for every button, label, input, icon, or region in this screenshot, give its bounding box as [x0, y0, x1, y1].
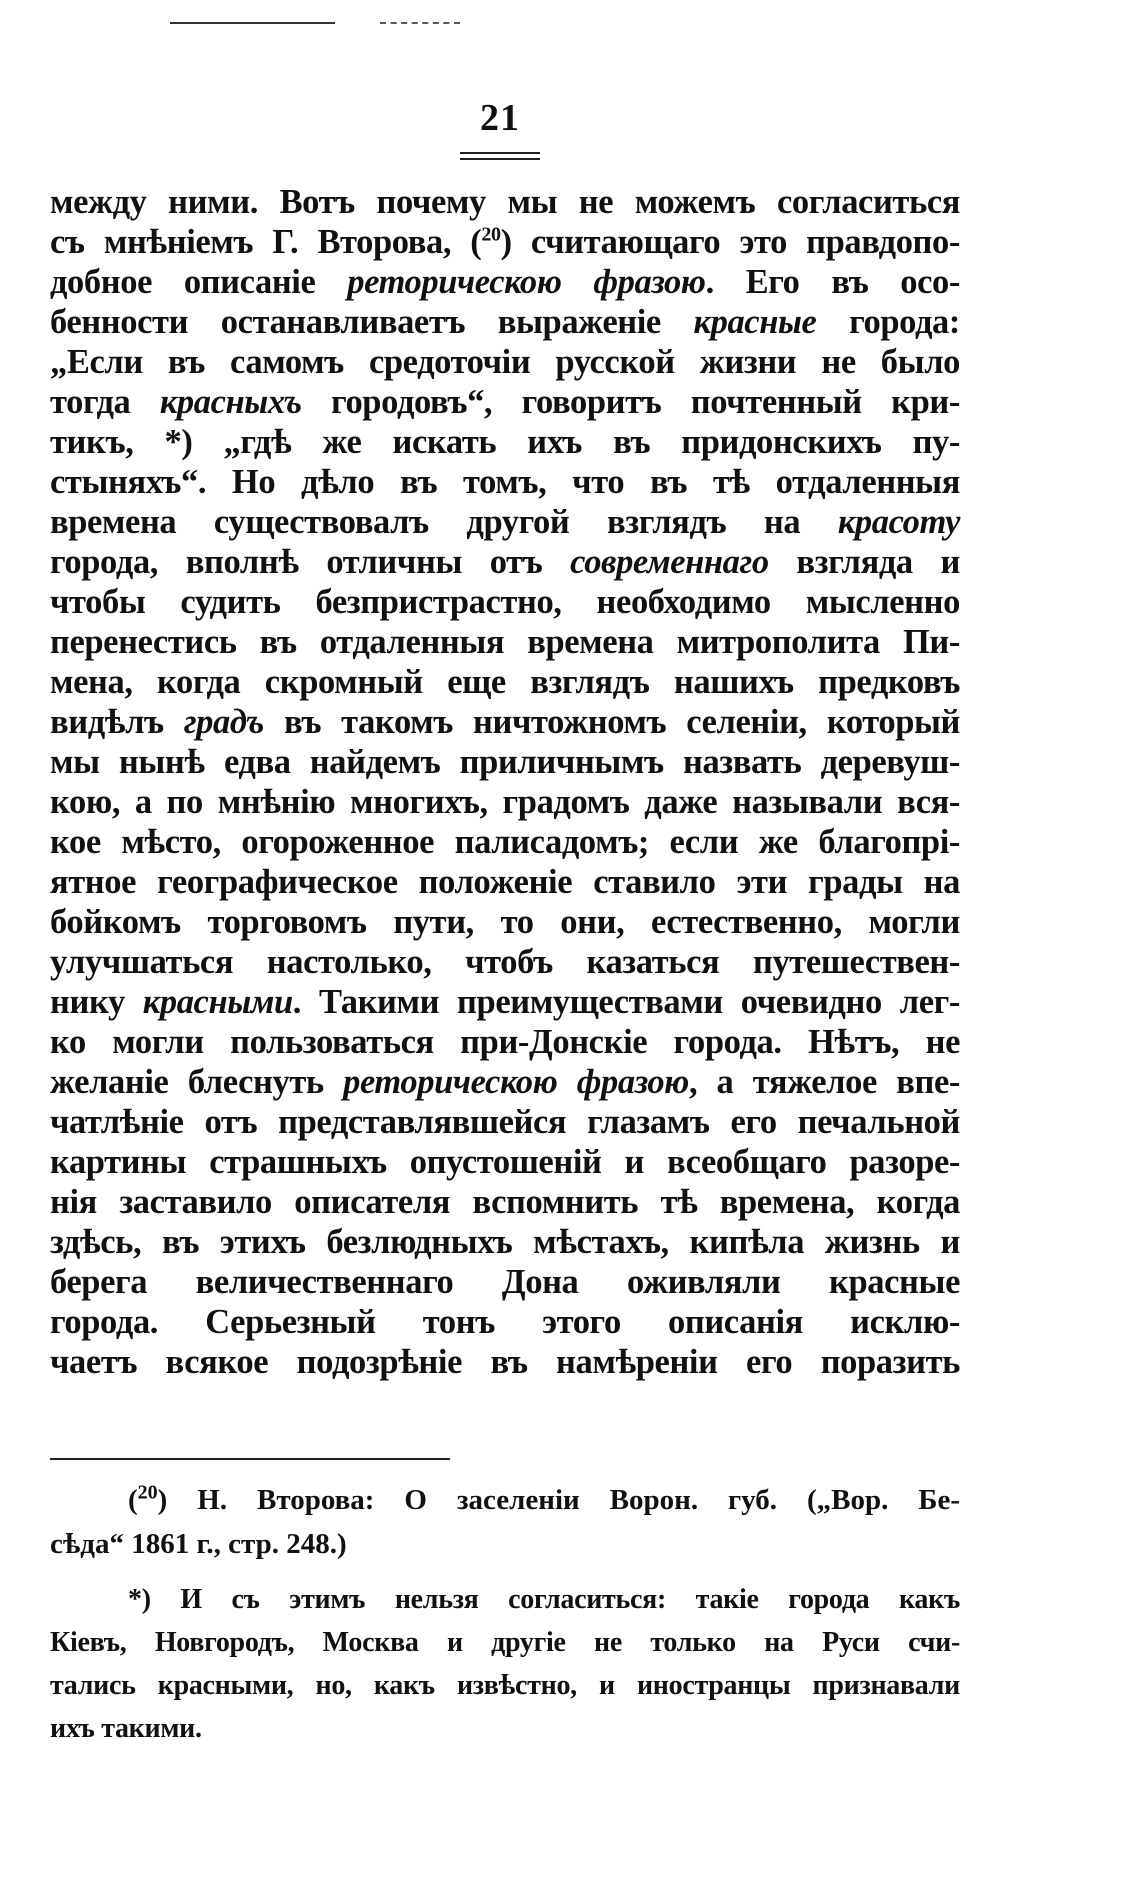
- text-line: [50, 422, 960, 462]
- text-line: [50, 1142, 960, 1182]
- text-run: (: [128, 1484, 138, 1516]
- text-run: ) считающаго это правдопо-: [500, 223, 960, 261]
- text-run: кое мѣсто, огороженное палисадомъ; если же благопрі-: [50, 823, 960, 861]
- text-run: взгляда и: [768, 543, 961, 581]
- text-line: [50, 302, 960, 342]
- text-line: [50, 702, 960, 742]
- text-run: чатлѣніе отъ представлявшейся глазамъ его печальной: [50, 1103, 960, 1141]
- text-run: . Такими преимуществами очевидно лег-: [292, 983, 960, 1021]
- text-line: [50, 462, 960, 502]
- text-line: [50, 582, 960, 622]
- emphasized-phrase: реторическою фразою: [347, 263, 706, 301]
- emphasized-phrase: градъ: [183, 703, 264, 741]
- text-run: въ такомъ ничтожномъ селеніи, который: [263, 703, 960, 741]
- text-line: [50, 1262, 960, 1302]
- page-number-underline: [460, 152, 540, 160]
- header-rule: [170, 22, 335, 24]
- text-run: ) Н. Второва: О заселеніи Ворон. губ. („Вор. Бе-: [157, 1484, 960, 1516]
- text-run: желаніе блеснуть: [50, 1063, 344, 1101]
- text-run: Кіевъ, Новгородъ, Москва и другіе не только на Руси счи-: [50, 1627, 960, 1658]
- text-line: [50, 502, 960, 542]
- text-line: [50, 982, 960, 1022]
- text-line: [50, 382, 960, 422]
- emphasized-phrase: реторическою фразою: [343, 1063, 689, 1101]
- text-run: ко могли пользоваться при-Донскіе города. Нѣтъ, не: [50, 1023, 960, 1061]
- text-run: тогда: [50, 383, 160, 421]
- text-run: стыняхъ“. Но дѣло въ томъ, что въ тѣ отдаленныя: [50, 463, 960, 501]
- text-line: [50, 1022, 960, 1062]
- text-line: [50, 1222, 960, 1262]
- text-run: между ними. Вотъ почему мы не можемъ согласиться: [50, 183, 960, 221]
- text-line: [50, 1478, 960, 1522]
- text-run: городовъ“, говоритъ почтенный кри-: [301, 383, 960, 421]
- text-run: улучшаться настолько, чтобъ казаться путешествен-: [50, 943, 960, 981]
- text-run: города, вполнѣ отличны отъ: [50, 543, 571, 581]
- text-line: [50, 1578, 960, 1621]
- text-line: [50, 1522, 960, 1566]
- footnote-asterisk: [50, 1578, 960, 1750]
- text-line: [50, 1062, 960, 1102]
- text-run: видѣлъ: [50, 703, 184, 741]
- text-line: [50, 1342, 960, 1382]
- text-run: ятное географическое положеніе ставило эти грады на: [50, 863, 960, 901]
- text-line: [50, 1302, 960, 1342]
- text-run: , а тяжелое впе-: [688, 1063, 960, 1101]
- text-run: . Его въ осо-: [705, 263, 960, 301]
- text-run: картины страшныхъ опустошеній и всеобщаго разоре-: [50, 1143, 960, 1181]
- text-run: съ мнѣніемъ Г. Второва, (: [50, 223, 482, 261]
- text-run: чтобы судить безпристрастно, необходимо мысленно: [50, 583, 960, 621]
- footnotes: [50, 1478, 960, 1750]
- text-run: времена существовалъ другой взглядъ на: [50, 503, 838, 541]
- text-run: кою, а по мнѣнію многихъ, градомъ даже называли вся-: [50, 783, 960, 821]
- text-line: [50, 782, 960, 822]
- footnote-20: [50, 1478, 960, 1566]
- text-run: перенестись въ отдаленныя времена митрополита Пи-: [50, 623, 960, 661]
- text-run: сѣда“ 1861 г., стр. 248.): [50, 1528, 347, 1560]
- text-line: [50, 1182, 960, 1222]
- text-run: бойкомъ торговомъ пути, то они, естественно, могли: [50, 903, 960, 941]
- text-line: [50, 622, 960, 662]
- text-line: [50, 182, 960, 222]
- text-line: [50, 822, 960, 862]
- text-run: добное описаніе: [50, 263, 348, 301]
- text-line: [50, 1664, 960, 1707]
- text-run: *) И съ этимъ нельзя согласиться: такіе города какъ: [128, 1584, 960, 1615]
- text-line: [50, 662, 960, 702]
- text-line: [50, 1102, 960, 1142]
- text-run: города:: [816, 303, 960, 341]
- text-run: ихъ такими.: [50, 1713, 202, 1744]
- emphasized-phrase: красныхъ: [159, 383, 302, 421]
- text-line: [50, 222, 960, 262]
- text-line: [50, 1707, 960, 1750]
- text-line: [50, 1621, 960, 1664]
- text-line: [50, 262, 960, 302]
- text-line: [50, 902, 960, 942]
- text-run: мы нынѣ едва найдемъ приличнымъ назвать деревуш-: [50, 743, 960, 781]
- footnote-separator: [50, 1458, 450, 1460]
- text-run: бенности останавливаетъ выраженіе: [50, 303, 694, 341]
- footnote-marker: 20: [137, 1481, 158, 1504]
- text-line: [50, 342, 960, 382]
- text-run: тались красными, но, какъ извѣстно, и иностранцы признавали: [50, 1670, 960, 1701]
- page-number: 21: [480, 97, 520, 139]
- main-text: [50, 182, 960, 1382]
- header-rule-dashed: [380, 22, 460, 24]
- footnote-marker: 20: [481, 223, 501, 246]
- emphasized-phrase: красными: [142, 983, 293, 1021]
- text-line: [50, 862, 960, 902]
- emphasized-phrase: современнаго: [570, 543, 769, 581]
- text-run: чаетъ всякое подозрѣніе въ намѣреніи его поразить: [50, 1343, 960, 1381]
- text-run: нику: [50, 983, 143, 1021]
- text-run: нія заставило описателя вспомнить тѣ времена, когда: [50, 1183, 960, 1221]
- text-run: здѣсь, въ этихъ безлюдныхъ мѣстахъ, кипѣла жизнь и: [50, 1223, 960, 1261]
- emphasized-phrase: красные: [693, 303, 817, 341]
- text-run: мена, когда скромный еще взглядъ нашихъ предковъ: [50, 663, 960, 701]
- text-run: „Если въ самомъ средоточіи русской жизни не было: [50, 343, 960, 381]
- text-run: города. Серьезный тонъ этого описанія исклю-: [50, 1303, 960, 1341]
- text-line: [50, 542, 960, 582]
- text-run: тикъ, *) „гдѣ же искать ихъ въ придонскихъ пу-: [50, 423, 960, 461]
- text-run: берега величественнаго Дона оживляли красные: [50, 1263, 960, 1301]
- emphasized-phrase: красоту: [837, 503, 960, 541]
- text-line: [50, 942, 960, 982]
- text-line: [50, 742, 960, 782]
